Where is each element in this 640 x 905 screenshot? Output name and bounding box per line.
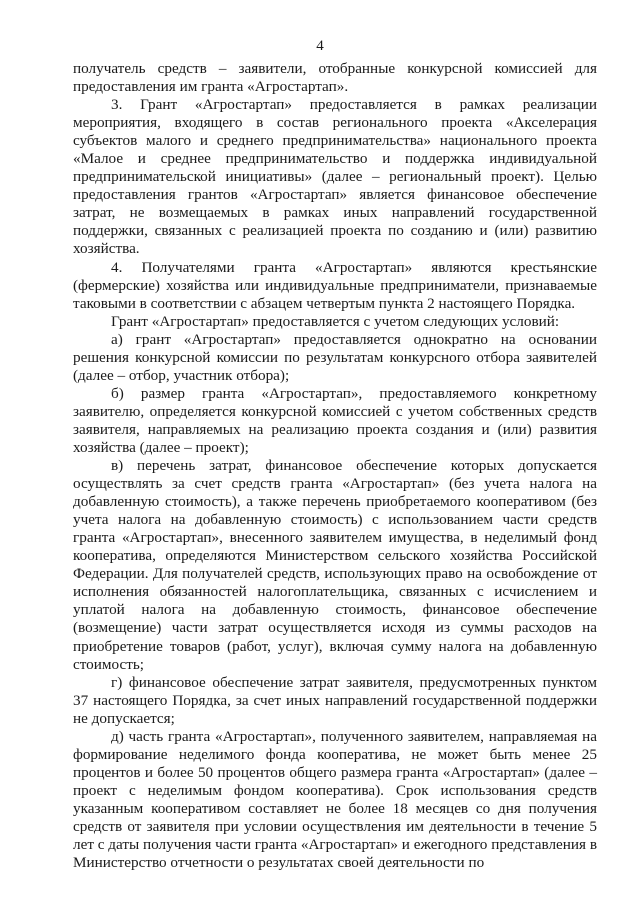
paragraph-condition-a: а) грант «Агростартап» предоставляется однократно на основании решения конкурсной комиссии по результатам конкурсного отбора заявителей (далее – отбор, участник отбора); bbox=[73, 330, 597, 384]
page-number: 4 bbox=[316, 38, 324, 54]
document-body bbox=[73, 60, 597, 872]
paragraph-conditions-intro: Грант «Агростартап» предоставляется с учетом следующих условий: bbox=[111, 312, 560, 330]
paragraph-condition-b: б) размер гранта «Агростартап», предоставляемого конкретному заявителю, определяется конкурсной комиссией с учетом собственных средств заявителя, направляемых на реализацию проекта создания и (или) развития хозяйства (далее – проект); bbox=[73, 384, 597, 456]
paragraph-item-3: 3. Грант «Агростартап» предоставляется в рамках реализации мероприятия, входящего в состав регионального проекта «Акселерация субъектов малого и среднего предпринимательства» национального проекта «Малое и среднее предпринимательство и поддержка индивидуальной предпринимательской инициативы» (далее – региональный проект). Целью предоставления грантов «Агростартап» является финансовое обеспечение затрат, не возмещаемых в рамках иных направлений государственной поддержки, связанных с реализацией проекта по созданию и (или) развитию хозяйства. bbox=[73, 96, 597, 258]
paragraph-item-4: 4. Получателями гранта «Агростартап» являются крестьянские (фермерские) хозяйства или индивидуальные предприниматели, признаваемые таковыми в соответствии с абзацем четвертым пункта 2 настоящего Порядка. bbox=[73, 258, 597, 312]
paragraph-condition-v: в) перечень затрат, финансовое обеспечение которых допускается осуществлять за счет средств гранта «Агростартап» (без учета налога на добавленную стоимость), а также перечень приобретаемого кооперативом (без учета налога на добавленную стоимость) с использованием части средств гранта «Агростартап», внесенного заявителем имущества, в неделимый фонд кооператива, определяются Министерством сельского хозяйства Российской Федерации. Для получателей средств, использующих право на освобождение от исполнения обязанностей налогоплательщика, связанных с исчислением и уплатой налога на добавленную стоимость, финансовое обеспечение (возмещение) части затрат осуществляется исходя из суммы расходов на приобретение товаров (работ, услуг), включая сумму налога на добавленную стоимость; bbox=[73, 457, 597, 673]
paragraph-condition-d: д) часть гранта «Агростартап», полученного заявителем, направляемая на формирование неделимого фонда кооператива, не может быть менее 25 процентов и более 50 процентов общего размера гранта «Агростартап» (далее – проект с неделимым фондом кооператива). Срок использования средств указанным кооперативом составляет не более 18 месяцев со дня получения средств от заявителя при условии осуществления им деятельности в течение 5 лет с даты получения части гранта «Агростартап» и ежегодного представления в Министерство отчетности о результатах своей деятельности по bbox=[73, 727, 597, 872]
paragraph-continuation: получатель средств – заявители, отобранные конкурсной комиссией для предоставления им гранта «Агростартап». bbox=[73, 60, 597, 96]
paragraph-condition-g: г) финансовое обеспечение затрат заявителя, предусмотренных пунктом 37 настоящего Порядка, за счет иных направлений государственной поддержки не допускается; bbox=[73, 673, 597, 727]
